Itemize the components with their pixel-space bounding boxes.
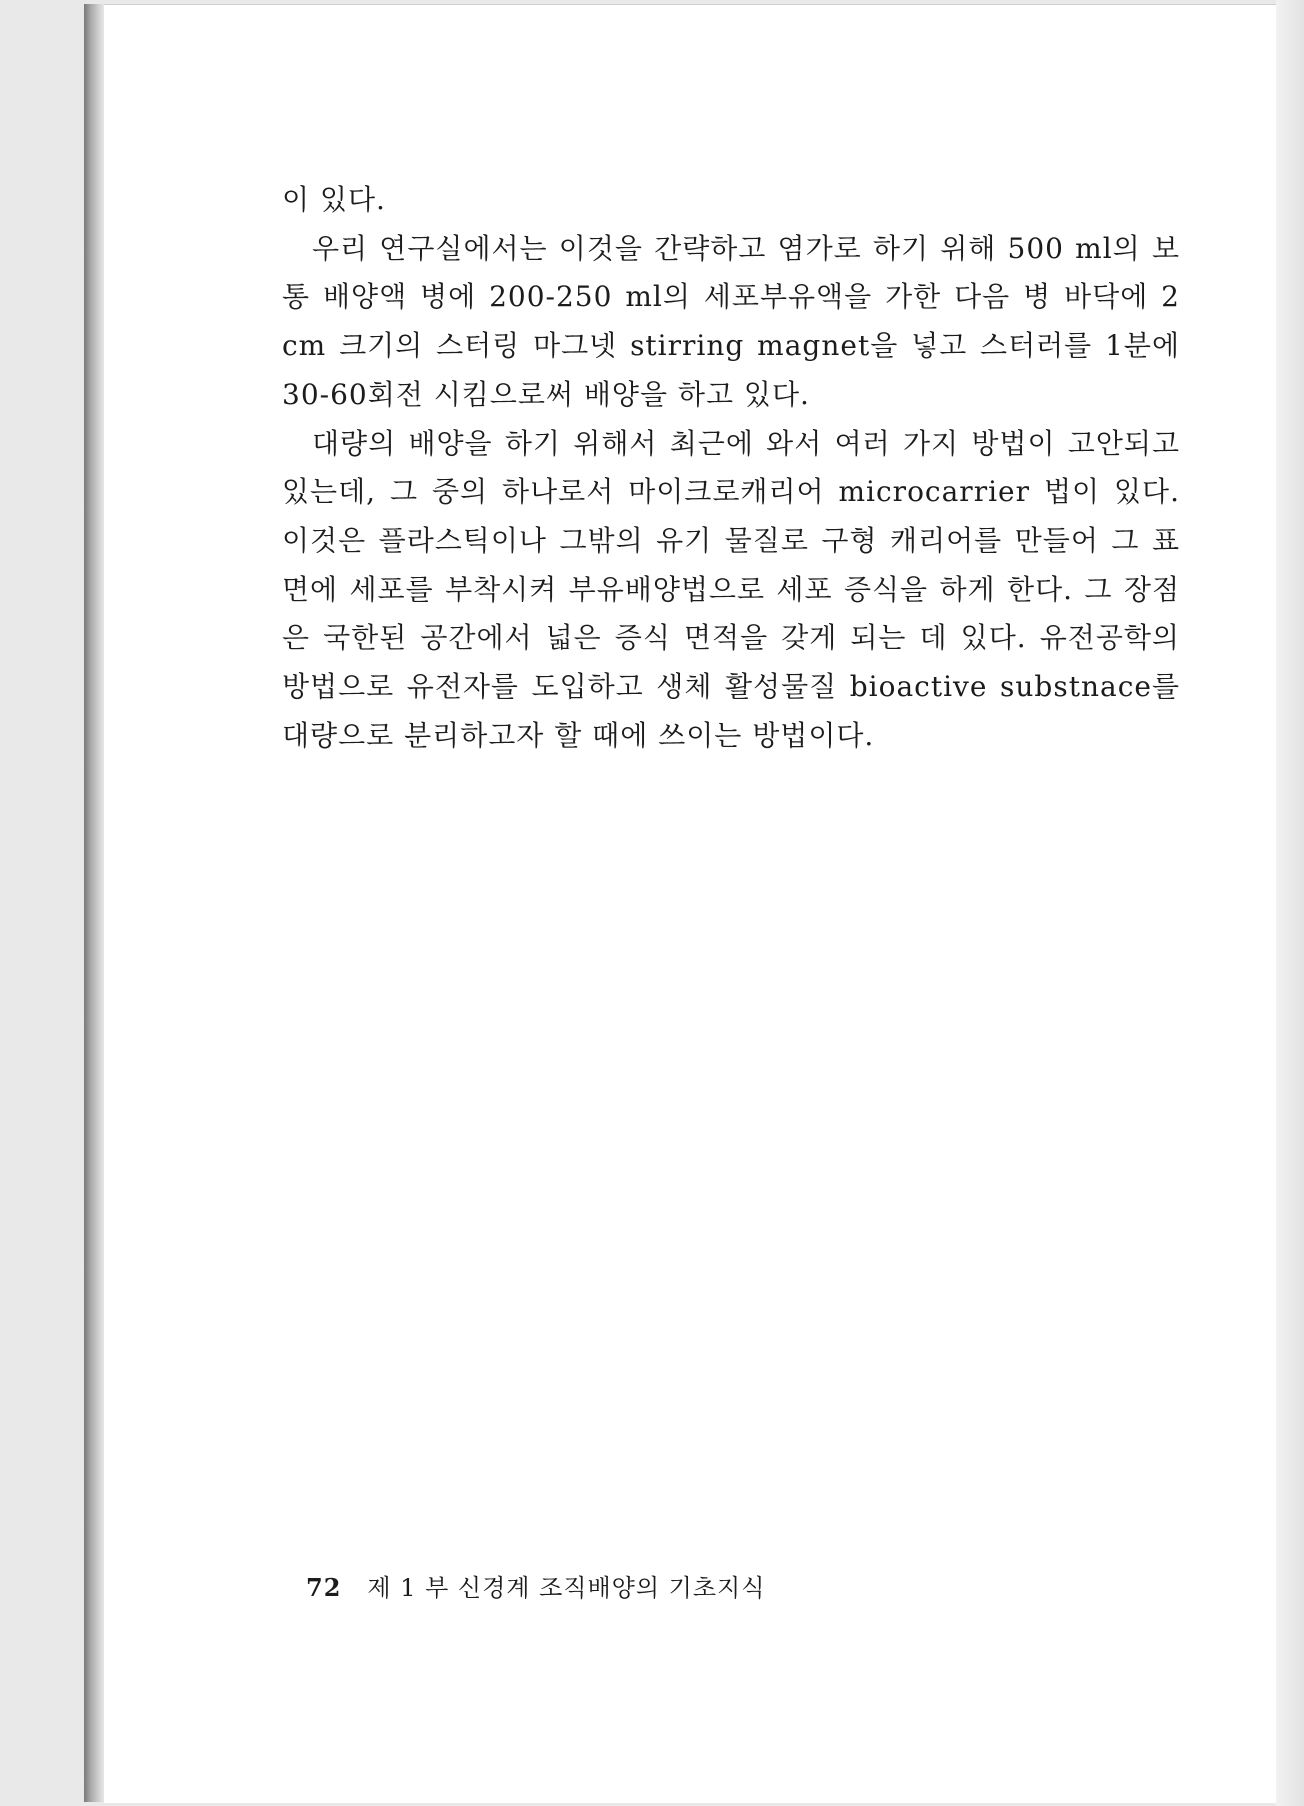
book-spine-shadow	[84, 4, 106, 1802]
paragraph-microcarrier: 대량의 배양을 하기 위해서 최근에 와서 여러 가지 방법이 고안되고 있는데, 그 중의 하나로서 마이크로캐리어 microcarrier 법이 있다. 이것은 플라스틱이나 그밖의 유기 물질로 구형 캐리어를 만들어 그 표면에 세포를 부착시켜 부유배양법으로 세포 증식을 하게 한다. 그 장점은 국한된 공간에서 넓은 증식 면적을 갖게 되는 데 있다. 유전공학의 방법으로 유전자를 도입하고 생체 활성물질 bioactive substnace를 대량으로 분리하고자 할 때에 쓰이는 방법이다.	[282, 426, 1180, 752]
paragraph-stirring-culture: 우리 연구실에서는 이것을 간략하고 염가로 하기 위해 500 ml의 보통 배양액 병에 200-250 ml의 세포부유액을 가한 다음 병 바닥에 2 cm 크기의 스터링 마그넷 stirring magnet을 넣고 스터러를 1분에 30-60회전 시킴으로써 배양을 하고 있다.	[282, 231, 1180, 411]
page-edge-shadow	[1276, 0, 1304, 1806]
running-title: 제 1 부 신경계 조직배양의 기초지식	[367, 1574, 766, 1602]
paragraph-continuation: 이 있다.	[282, 183, 386, 216]
body-text	[282, 176, 1180, 760]
page-footer	[306, 1568, 765, 1603]
page-number: 72	[306, 1573, 342, 1602]
